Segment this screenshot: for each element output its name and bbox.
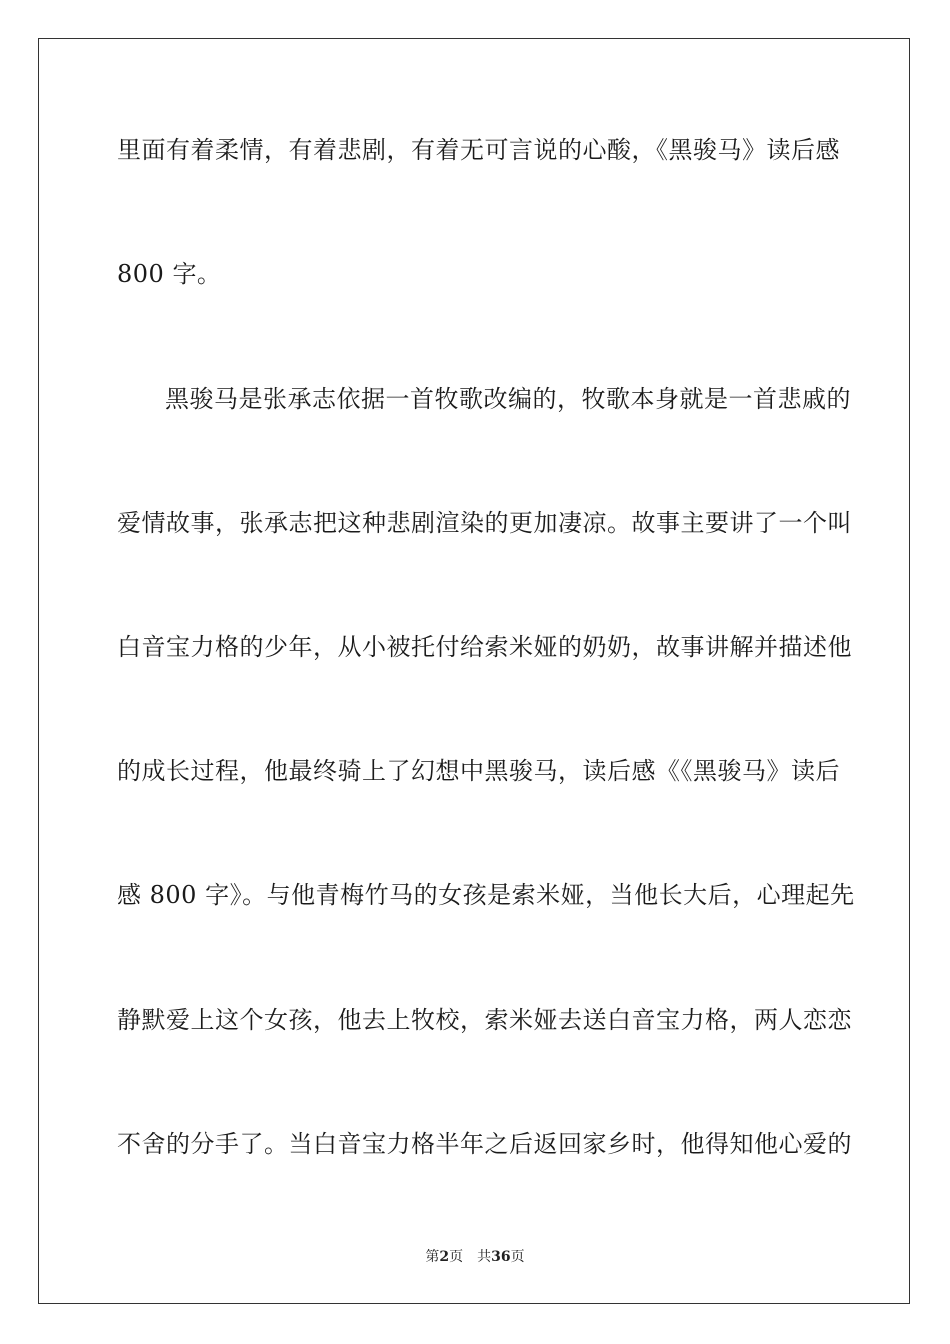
text-line: 800 字。 bbox=[117, 260, 222, 288]
text-line: 爱情故事，张承志把这种悲剧渲染的更加凄凉。故事主要讲了一个叫 bbox=[117, 509, 852, 537]
text-line: 里面有着柔情，有着悲剧，有着无可言说的心酸，《黑骏马》读后感 bbox=[117, 136, 840, 164]
total-suffix: 页 bbox=[510, 1249, 525, 1265]
total-pages: 36 bbox=[491, 1249, 511, 1265]
paragraph-start-line: 黑骏马是张承志依据一首牧歌改编的，牧歌本身就是一首悲戚的 bbox=[165, 385, 851, 413]
page-border bbox=[38, 38, 910, 1304]
text-line: 不舍的分手了。当白音宝力格半年之后返回家乡时，他得知他心爱的 bbox=[117, 1130, 852, 1158]
text-line: 静默爱上这个女孩，他去上牧校，索米娅去送白音宝力格，两人恋恋 bbox=[117, 1006, 852, 1034]
page-prefix: 第 bbox=[425, 1249, 440, 1265]
text-line: 白音宝力格的少年，从小被托付给索米娅的奶奶，故事讲解并描述他 bbox=[117, 633, 852, 661]
text-line: 的成长过程，他最终骑上了幻想中黑骏马，读后感《《黑骏马》读后 bbox=[117, 757, 840, 785]
page-number: 2 bbox=[439, 1249, 450, 1265]
page-footer bbox=[0, 1248, 950, 1266]
text-line: 感 800 字》。与他青梅竹马的女孩是索米娅，当他长大后，心理起先 bbox=[117, 881, 855, 909]
page-suffix: 页 bbox=[449, 1249, 464, 1265]
total-prefix: 共 bbox=[477, 1249, 492, 1265]
